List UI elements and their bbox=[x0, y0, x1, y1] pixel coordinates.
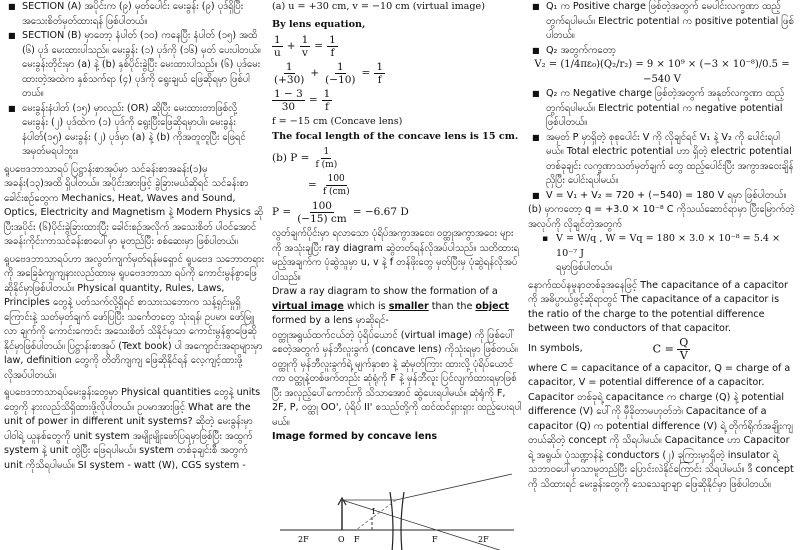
figure-title: Image formed by concave lens bbox=[272, 431, 438, 442]
capacitance-definition: နောက်ထပ်နမူနာတစ်ခုအနေဖြင့် The capacitance of a capacitor ကို အဓိပ္ပာယ်ဖွင့်ဆိုရာတွင် The capacitance of a capacitor is the ratio of the charge to the potential difference between two conductors of that capacitor. bbox=[528, 279, 788, 334]
ray-diverged bbox=[396, 474, 512, 500]
bullet-q2-negative: ■ Q₂ က Negative charge ဖြစ်တဲ့အတွက် အနုတ်လက္ခဏာ ထည့်တွက်ရပါမယ်။ Electric potential က negative potential ဖြစ်ပါတယ်။ bbox=[528, 87, 796, 131]
draw-question: Draw a ray diagram to show the formation of a virtual image which is smaller than the object formed by a lens မှာဆိုရင်- bbox=[272, 286, 509, 326]
in-symbols-label: In symbols, bbox=[528, 342, 583, 354]
power-step: = $\frac{100}{f (cm)}$ bbox=[308, 174, 350, 197]
paragraph-syllabus: ရူပဗေဒဘာသာရပ် ပြဋ္ဌာန်းစာအုပ်မှာ သင်ခန်းစာအခန်း(၁)မှ အခန်း(၁၃)အထိ ရှိပါတယ်။ အပိုင်းအားဖြင့် ခွဲခြားမယ်ဆိုရင် သင်ခန်းစာခေါင်းစဉ်တွေက Mechanics, Heat, Waves and Sound, Optics, Electricity and Magnetism နဲ့ Modern Physics ဆိုပြီးအပိုင်း (၆)ပိုင်းခွဲခြားထားပြီး ခေါင်းစဉ်အလိုက် အသေးစိတ် ပါဝင်အောင် အခန်းကိုင်းကာသင်ခန်းစာပေါ်မှာ မူတည်ပြီး စစ်ဆေးမှာ ဖြစ်ပါတယ်။ bbox=[4, 163, 264, 247]
concave-lens-diagram bbox=[272, 470, 522, 550]
work-formula: ▪ V = W/q , W = Vq = 180 × 3.0 × 10⁻⁸ = 5.4 × 10⁻⁷ J bbox=[528, 232, 796, 261]
label-2f-right: 2F bbox=[478, 535, 489, 544]
column-left bbox=[4, 0, 266, 550]
label-object: O bbox=[338, 535, 345, 544]
capacitance-where: where C = capacitance of a capacitor, Q = charge of a capacitor, V = potential difference of a capacitor. bbox=[528, 362, 791, 388]
lens-equation-label: By lens equation, bbox=[272, 18, 366, 30]
concave-lens-shape bbox=[390, 492, 404, 550]
label-f-right: F bbox=[432, 535, 438, 544]
label-f-left: F bbox=[354, 535, 360, 544]
v2-formula: V₂ = (1/4πε₀)(Q₂/r₂) = 9 × 10⁹ × (−3 × 10⁻⁸)/0.5 = −540 V bbox=[534, 59, 790, 85]
ray-diagram-note: လွတ်ချက်ပိုင်းမှာ ရလာသော ပုံရိပ်အကွာအဝေး၊ ဝတ္ထုအကွာအဝေး များကို အသုံးချပြီး ray diagram ဆွဲတတ်ရန်လိုအပ်ပါသည်။ သတိထားရမည့်အချက်က ပုံဆွဲသူမှာ u, v နဲ့ f တန်ဖိုးတွေ မှတ်ပြီးမှ ပုံဆွဲရန်လိုအပ်ပါသည်။ bbox=[272, 228, 520, 283]
column-right bbox=[528, 0, 796, 550]
given-values: (a) u = +30 cm, v = −10 cm (virtual image) bbox=[272, 1, 485, 12]
capacitance-formula-row bbox=[528, 337, 796, 362]
lens-equation-row-1: $\frac{1}{u}$ + $\frac{1}{v}$ = $\frac{1}{f}$ bbox=[274, 34, 336, 59]
lens-equation-row-3: $\frac{1 - 3}{30}$ = $\frac{1}{f}$ bbox=[274, 88, 331, 113]
capacitance-explanation: Capacitor တစ်ခုရဲ့ capacitance က charge (Q) နဲ့ potential difference (V) ပေါ်ကို မှီခိုတာမဟုတ်ဘဲ၊ Capacitance of a capacitor (Q) က potential difference (V) ရဲ့ တိုက်ရိုက်အချိုးကျ တယ်ဆိုတဲ့ concept ကို သိရပါမယ်။ Capacitance ဟာ Capacitor ရဲ့ အရွယ်၊ ပုံသဏ္ဍာန်နဲ့ conductors (၂) ခုကြားမှာရှိတဲ့ insulator ရဲ့ သဘာဝပေါ်မှာသာမူတည်ပြီး ပြောင်းလဲနိုင်ကြောင်း သိရပါမယ်။ ဒီ concept ကို သိထားရင် မေးခွန်းတွေကို သေသေချာချာ ဖြေဆိုနိုင်မှာ ဖြစ်ပါတယ်။ bbox=[528, 391, 794, 490]
bullet-total-potential: ■ အမှတ် P မှာရှိတဲ့ စုစုပေါင်း V ကို လိုချင်ရင် V₁ နဲ့ V₂ ကို ပေါင်းရပါမယ်။ Total electric potential ဟာ ရှိတဲ့ electric potential တစ်ခုချင်း လက္ခဏာသတ်မှတ်ချက် တွေ ထည့်ပေါင်းပြီး အကွာအဝေးချိန်ညှိပြီး ပေါင်းရပါမယ်။ bbox=[528, 131, 796, 189]
work-result: ရမှာဖြစ်ပါတယ်။ bbox=[556, 262, 613, 273]
paragraph-understanding: ရူပဗေဒဘာသာရပ်ဟာ အလွတ်ကျက်မှတ်ရန်မရှောင် ရူပဗေဒ သဘောတရားကို အခြေခံကျကျနားလည်ထားမှ ရူပဗေဒဘာသာ ရပ်ကို ကောင်းမွန်စွာဖြေဆိုနိုင်မှာဖြစ်ပါတယ်။ Physical quantity, Rules, Laws, Principles တွေနဲ့ ပတ်သက်လို့ရှိရင် စာသားသဘောက သန့်ရှင်းမှုရှိကြောင်းနဲ့ သတ်မှတ်ချက် ဖော်ပြပြီး သင်္ကေတတွေ သုံးရန်၊ ဥပမာ၊ ဖော်မြူလာ ချက်ကို ကောင်းကောင်း အသေးစိတ် သိနိုင်မှသာ ကောင်းမွန်စွာဖြေဆိုနိုင်မှာဖြစ်ပါတယ်။ ပြဋ္ဌာန်းစာအုပ် (Text book) ပါ အကျောင်းအရာများမှာ law, definition တွေကို တိတိကျကျ ဖြေဆိုနိုင်ရန် လေ့ကျင့်ထားဖို့ လိုအပ်ပါတယ်။ bbox=[4, 253, 265, 381]
bullet-question-15: ■ မေးခွန်းနံပါတ် (၁၅) မှာလည်း (OR) ဆိုပြီး မေးထားတာဖြစ်လို့ မေးခွန်း (၂) ပုဒ်ထဲက (၁) ပုဒ်ကို ရွေးပြီးဖြေဆိုရမှာပါ။ မေးခွန်း နံပါတ်(၁၅) မေးခွန်း (၂) ပုဒ်မှာ (a) နဲ့ (b) ကိုအတူတူပြီး ဖြေရင် အမှတ်မရပါဘူး။ bbox=[4, 102, 266, 160]
focal-length-result: f = −15 cm (Concave lens) bbox=[272, 116, 403, 127]
label-image: I bbox=[372, 507, 376, 516]
paragraph-units: ရူပဗေဒဘာသာရပ်မေးခွန်းတွေမှာ Physical quantities တွေနဲ့ units တွေကို နားလည်သိရှိထားဖို့လိုပါတယ်။ ဥပမာအားဖြင့် What are the unit of power in different unit systems? ဆိုတဲ့ မေးခွန်းမှာ ပါဝါရဲ့ ယူနစ်တွေကို unit system အမျိုးမျိုးဖော်ပြရမှာဖြစ်ပြီး အထွက် system နဲ့ unit တွဲပြီး ဖြေရပါမယ်။ system တစ်ခုချင်းစီ အတွက် unit ကိုသိရပါမယ်။ SI system - watt (W), CGS system - bbox=[4, 387, 261, 471]
focal-length-statement: The focal length of the concave lens is 15 cm. bbox=[272, 130, 519, 142]
bullet-section-b: ■ SECTION (B) မှာတော့ နံပါတ် (၁၀) ကနေပြီး နံပါတ် (၁၅) အထိ (၆) ပုဒ် မေးထားပါသည်။ မေးခွန်း (၁) ပုဒ်ကို (၁၆) မှတ် ပေးပါတယ်။ မေးခွန်းတိုင်းမှာ (a) နဲ့ (b) နှစ်ပိုင်းခွဲပြီး မေးထားပါသည်။ (၆) ပုဒ်မေးထားတဲ့အထဲက နှစ်သက်ရာ (၄) ပုဒ်ကို ရွေးချယ် ဖြေဆိုရမှာ ဖြစ်ပါတယ်။ bbox=[4, 29, 266, 102]
lens-equation-row-2: $\frac{1}{(+30)}$ + $\frac{1}{(-10)}$ = $\frac{1}{f}$ bbox=[274, 61, 384, 86]
bullet-q1-positive: ■ Q₁ က Positive charge ဖြစ်တဲ့အတွက် မေပါင်းလက္ခဏာ ထည့်တွက်ရပါမယ်။ Electric potential က positive potential ဖြစ်ပါတယ်။ bbox=[528, 0, 796, 44]
power-result: P = $\frac{100}{(-15) cm}$ = −6.67 D bbox=[272, 200, 409, 225]
column-middle bbox=[272, 0, 522, 550]
bullet-q2: ■ Q₂ အတွက်ကတော့ bbox=[528, 44, 796, 59]
bullet-v-sum: ■ V = V₁ + V₂ = 720 + (−540) = 180 V ရမှာ ဖြစ်ပါတယ်။ bbox=[528, 189, 796, 204]
label-2f-left: 2F bbox=[298, 535, 309, 544]
bullet-section-a: ■ SECTION (A) အပိုင်းက (၉) မှတ်ပေါင်း မေးခွန်း (၉) ပုဒ်ရှိပြီး အသေးစိတ်မှတ်ထားရန် ဖြစ်ပါတယ်။ bbox=[4, 0, 266, 29]
concave-lens-explanation: ဝတ္ထုအရွယ်ထက်ငယ်တဲ့ ပုံရိပ်ယောင် (virtual image) ကို ဖြစ်ပေါ်စေတဲ့အတွက် မှန်ဘီလူးခွက် (concave lens) ကိုသုံးရမှာ ဖြစ်တယ်။ ဝတ္ထုကို မှန်ဘီလူးခွက်ရဲ့ မျက်နှာစာ နဲ့ ဆုံမှတ်ကြား ထားလို့ ပုံရိပ်ယောင်ကာ ဝတ္ထုနဲ့တစ်ဖက်တည်း ဆုံရုံကို F နဲ့ မှန်ဘီလူး ပြင်လျက်ထားရမှာဖြစ်ပြီး အလှည့်ပေါ်ကောင်းကို သိသာအောင် ဆွဲပေးရပါမယ်။ ဆုံရုံကို F, 2F, P, ဝတ္ထု OO', ပုံရိပ် II' စသည်တို့ကို ထင်ထင်ရှားရှား ထည့်ပေးရပါမယ်။ bbox=[272, 329, 522, 428]
part-b-text: (b) မှာကတော့ q = +3.0 × 10⁻⁸ C ကိုသယ်ဆောင်ရာမှာ ပြီးမြောက်တဲ့ အလုပ်ကို လိုချင်တဲ့အတွက် bbox=[528, 204, 795, 230]
capacitance-formula: C = $\frac{Q}{V}$ bbox=[652, 335, 689, 362]
power-formula: (b) P = $\frac{1}{f (m)}$ bbox=[272, 147, 338, 170]
